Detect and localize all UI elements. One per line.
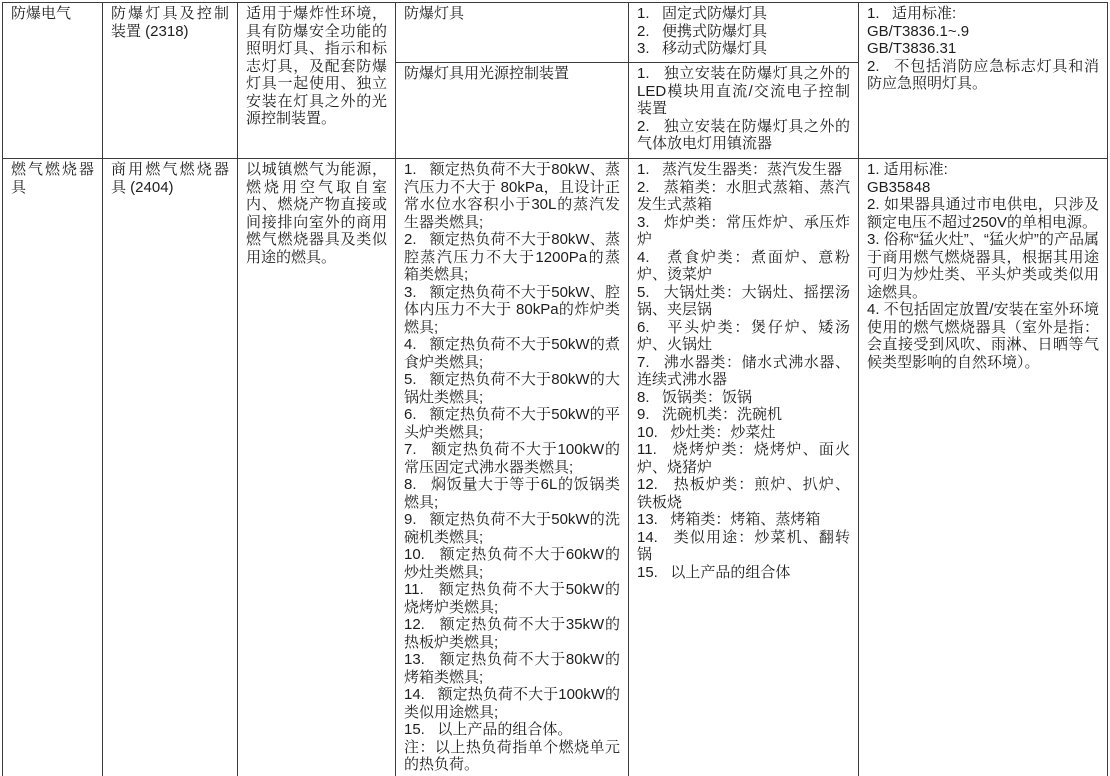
text-line: 1. 固定式防爆灯具	[637, 5, 768, 22]
text-line: 10. 炒灶类：炒菜灶	[637, 423, 776, 441]
table-row-explosion-proof-a	[3, 3, 1108, 63]
cell-notes-gas-appliances	[859, 159, 1108, 776]
text-line: 2. 便携式防爆灯具	[637, 22, 768, 40]
cell-notes-explosion-proof	[859, 3, 1108, 159]
text-line: 9. 额定热负荷不大于50kW的洗碗机类燃具;	[404, 511, 620, 546]
table-row-gas-appliances	[3, 159, 1108, 776]
text-line: 11. 烧烤炉类：烧烤炉、面火炉、烧猪炉	[637, 441, 850, 476]
text-line: 12. 热板炉类：煎炉、扒炉、铁板烧	[637, 476, 850, 511]
text-line: GB/T3836.1~.9	[867, 22, 970, 40]
cell-product-list-gas-appliances	[629, 159, 859, 776]
cell-description-gas-appliances: 以城镇燃气为能源，燃烧用空气取自室内、燃烧产物直接或间接排向室外的商用燃气燃烧器具及类似用途的燃具。	[238, 159, 396, 776]
text-line: 4. 煮食炉类：煮面炉、意粉炉、烫菜炉	[637, 248, 850, 283]
certification-products-table	[2, 2, 1108, 776]
text-line: 4. 不包括固定放置/安装在室外环境使用的燃气燃烧器具（室外是指：会直接受到风吹、雨淋、日晒等气候类型影响的自然环境）。	[867, 301, 1099, 371]
text-line: 1. 适用标准:	[867, 5, 957, 22]
text-line: 8. 饭锅类：饭锅	[637, 388, 753, 406]
text-line: 5. 大锅灶类：大锅灶、摇摆汤锅、夹层锅	[637, 283, 850, 318]
cell-product-name-explosion-proof: 防爆灯具及控制装置 (2318)	[103, 3, 238, 159]
text-line: 9. 洗碗机类：洗碗机	[637, 406, 783, 423]
text-line: 8. 焖饭量大于等于6L的饭锅类燃具;	[404, 476, 620, 511]
text-line: 14. 类似用途：炒菜机、翻转锅	[637, 528, 850, 563]
text-line: 3. 额定热负荷不大于50kW、腔体内压力不大于 80kPa的炸炉类燃具;	[404, 283, 620, 336]
cell-scope-list-gas-appliances	[396, 159, 629, 776]
text-line: 2. 独立安装在防爆灯具之外的气体放电灯用镇流器	[637, 117, 850, 152]
text-line: 5. 额定热负荷不大于80kW的大锅灶类燃具;	[404, 371, 620, 406]
text-line: 注：以上热负荷指单个燃烧单元的热负荷。	[404, 738, 620, 773]
text-line: 3. 炸炉类：常压炸炉、承压炸炉	[637, 213, 850, 248]
text-line: 3. 移动式防爆灯具	[637, 40, 768, 57]
text-line: 7. 沸水器类：储水式沸水器、连续式沸水器	[637, 353, 850, 388]
text-line: 12. 额定热负荷不大于35kW的热板炉类燃具;	[404, 616, 620, 651]
text-line: 13. 烤箱类：烤箱、蒸烤箱	[637, 511, 821, 528]
text-line: GB/T3836.31	[867, 40, 957, 57]
text-line: 3. 俗称“猛火灶”、“猛火炉”的产品属于商用燃气燃烧器具，根据其用途可归为炒灶类、平头炉类或类似用途燃具。	[867, 231, 1099, 301]
text-line: 2. 不包括消防应急标志灯具和消防应急照明灯具。	[867, 57, 1099, 92]
cell-description-explosion-proof: 适用于爆炸性环境，具有防爆安全功能的照明灯具、指示和标志灯具，及配套防爆灯具一起使用、独立安装在灯具之外的光源控制装置。	[238, 3, 396, 159]
cell-product-list-lamps	[629, 3, 859, 63]
text-line: 15. 以上产品的组合体。	[404, 721, 573, 738]
text-line: 6. 额定热负荷不大于50kW的平头炉类燃具;	[404, 406, 620, 441]
text-line: 15. 以上产品的组合体	[637, 563, 791, 581]
text-line: 2. 蒸箱类：水胆式蒸箱、蒸汽发生式蒸箱	[637, 178, 850, 213]
text-line: 6. 平头炉类：煲仔炉、矮汤炉、火锅灶	[637, 318, 850, 353]
text-line: 1. 适用标准:	[867, 161, 948, 178]
text-line: 13. 额定热负荷不大于80kW的烤箱类燃具;	[404, 651, 620, 686]
text-line: GB35848	[867, 178, 931, 196]
cell-subproduct-lamps: 防爆灯具	[396, 3, 629, 63]
cell-category-gas-appliances: 燃气燃烧器具	[3, 159, 103, 776]
text-line: 10. 额定热负荷不大于60kW的炒灶类燃具;	[404, 546, 620, 581]
cell-product-list-light-source-control	[629, 63, 859, 159]
text-line: 2. 额定热负荷不大于80kW、蒸腔蒸汽压力不大于1200Pa的蒸箱类燃具;	[404, 231, 620, 283]
cell-product-name-gas-appliances: 商用燃气燃烧器具 (2404)	[103, 159, 238, 776]
text-line: 4. 额定热负荷不大于50kW的煮食炉类燃具;	[404, 336, 620, 371]
text-line: 1. 额定热负荷不大于80kW、蒸汽压力不大于 80kPa，且设计正常水位水容积小于30L的蒸汽发生器类燃具;	[404, 161, 620, 231]
text-line: 1. 独立安装在防爆灯具之外的LED模块用直流/交流电子控制装置	[637, 65, 850, 117]
text-line: 11. 额定热负荷不大于50kW的烧烤炉类燃具;	[404, 581, 620, 616]
text-line: 2. 如果器具通过市电供电，只涉及额定电压不超过250V的单相电源。	[867, 196, 1099, 231]
text-line: 7. 额定热负荷不大于100kW的常压固定式沸水器类燃具;	[404, 441, 620, 476]
text-line: 14. 额定热负荷不大于100kW的类似用途燃具;	[404, 686, 620, 721]
cell-category-explosion-proof: 防爆电气	[3, 3, 103, 159]
text-line: 1. 蒸汽发生器类：蒸汽发生器	[637, 161, 843, 178]
cell-subproduct-light-source-control: 防爆灯具用光源控制装置	[396, 63, 629, 159]
